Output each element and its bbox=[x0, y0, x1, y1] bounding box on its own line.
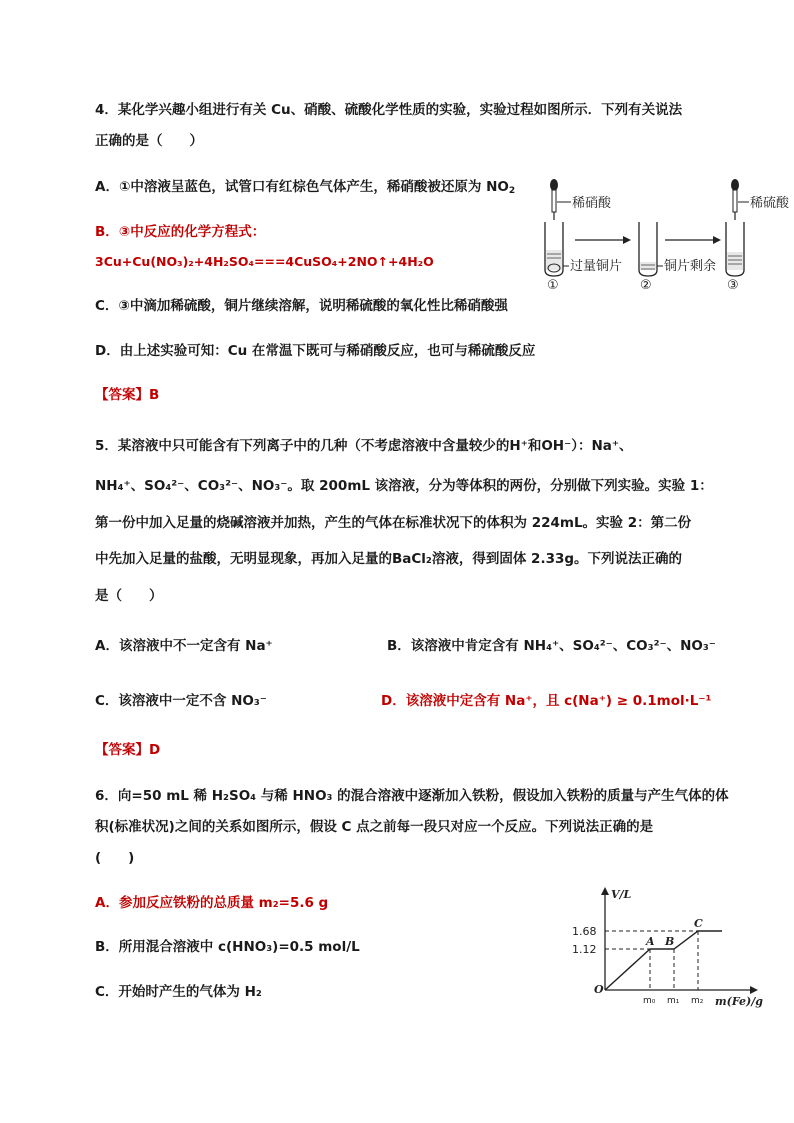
q5-stem-line4: 中先加入足量的盐酸，无明显现象，再加入足量的BaCl₂溶液，得到固体 2.33g。下列说法正确的 bbox=[95, 551, 683, 567]
q4-stem-line1: 4．某化学兴趣小组进行有关 Cu、硝酸、硫酸化学性质的实验，实验过程如图所示．下列有关说法 bbox=[95, 102, 683, 118]
y-axis-label: V/L bbox=[611, 888, 632, 901]
q6-option-c: C．开始时产生的气体为 H₂ bbox=[95, 984, 262, 1000]
arrow-icon bbox=[575, 236, 631, 244]
q5-stem-line3: 第一份中加入足量的烧碱溶液并加热，产生的气体在标准状况下的体积为 224mL。实验 2：第二份 bbox=[95, 515, 692, 531]
tube-3-label: ③ bbox=[727, 278, 739, 292]
q5-stem-line2: NH₄⁺、SO₄²⁻、CO₃²⁻、NO₃⁻。取 200mL 该溶液，分为等体积的两份，分别做下列实验。实验 1： bbox=[95, 478, 713, 494]
test-tube-1 bbox=[545, 222, 563, 276]
label-nitric-acid: 稀硝酸 bbox=[572, 196, 612, 211]
q4-option-a bbox=[95, 177, 515, 201]
point-b-label: B bbox=[665, 935, 675, 948]
q4-option-b: B．③中反应的化学方程式： bbox=[95, 224, 266, 240]
y-tick-1-68: 1.68 bbox=[572, 925, 597, 938]
x-tick-m0: m₀ bbox=[643, 996, 656, 1006]
x-tick-m2: m₂ bbox=[691, 996, 704, 1006]
q5-stem-line5: 是（ ） bbox=[95, 588, 163, 604]
q5-option-d: D．该溶液中定含有 Na⁺，且 c(Na⁺) ≥ 0.1mol·L⁻¹ bbox=[381, 693, 712, 709]
q6-option-a: A．参加反应铁粉的总质量 m₂=5.6 g bbox=[95, 895, 329, 911]
label-excess-copper: 过量铜片 bbox=[570, 259, 623, 274]
label-copper-remaining: 铜片剩余 bbox=[664, 259, 717, 274]
q5-option-a: A．该溶液中不一定含有 Na⁺ bbox=[95, 638, 273, 654]
q4-option-d: D．由上述实验可知：Cu 在常温下既可与稀硝酸反应，也可与稀硫酸反应 bbox=[95, 343, 536, 359]
dropper-icon bbox=[550, 179, 558, 220]
arrow-icon bbox=[665, 236, 721, 244]
label-sulfuric-acid: 稀硫酸 bbox=[750, 196, 790, 211]
x-axis-arrow-icon bbox=[750, 986, 758, 994]
q6-volume-mass-graph bbox=[570, 880, 770, 1010]
point-a-label: A bbox=[646, 935, 655, 948]
q5-option-b: B．该溶液中肯定含有 NH₄⁺、SO₄²⁻、CO₃²⁻、NO₃⁻ bbox=[387, 638, 716, 654]
q6-option-b: B．所用混合溶液中 c(HNO₃)=0.5 mol/L bbox=[95, 939, 360, 955]
q6-stem-line2: 积(标准状况)之间的关系如图所示，假设 C 点之前每一段只对应一个反应。下列说法正确的是 bbox=[95, 819, 654, 835]
test-tube-2 bbox=[639, 222, 657, 276]
point-c-label: C bbox=[694, 917, 703, 930]
tube-1-label: ① bbox=[547, 278, 559, 292]
q6-stem-line3: ( ) bbox=[95, 850, 135, 866]
q5-option-c: C．该溶液中一定不含 NO₃⁻ bbox=[95, 693, 267, 709]
q5-answer: 【答案】D bbox=[95, 742, 161, 758]
q4-option-b-equation: 3Cu+Cu(NO₃)₂+4H₂SO₄===4CuSO₄+2NO↑+4H₂O bbox=[95, 254, 434, 269]
q5-stem-line1: 5．某溶液中只可能含有下列离子中的几种（不考虑溶液中含量较少的H⁺和OH⁻）：Na⁺、 bbox=[95, 438, 633, 454]
q4-option-c: C．③中滴加稀硫酸，铜片继续溶解，说明稀硫酸的氧化性比稀硝酸强 bbox=[95, 298, 508, 314]
q4-option-a-text: A．①中溶液呈蓝色，试管口有红棕色气体产生，稀硝酸被还原为 NO bbox=[95, 179, 509, 195]
x-axis-label: m(Fe)/g bbox=[715, 995, 763, 1008]
q4-answer: 【答案】B bbox=[95, 387, 160, 403]
test-tube-3 bbox=[726, 222, 744, 276]
q4-stem-line2: 正确的是（ ） bbox=[95, 133, 203, 149]
dropper-icon bbox=[731, 179, 739, 220]
q4-option-a-sub: 2 bbox=[508, 186, 516, 196]
y-tick-1-12: 1.12 bbox=[572, 943, 597, 956]
q6-stem-line1: 6．向=50 mL 稀 H₂SO₄ 与稀 HNO₃ 的混合溶液中逐渐加入铁粉，假设加入铁粉的质量与产生气体的体 bbox=[95, 788, 729, 804]
x-tick-m1: m₁ bbox=[667, 996, 680, 1006]
origin-label: O bbox=[594, 983, 604, 996]
volume-curve bbox=[605, 931, 722, 990]
tube-2-label: ② bbox=[640, 278, 652, 292]
y-axis-arrow-icon bbox=[601, 887, 609, 895]
q4-apparatus-figure bbox=[535, 170, 794, 292]
